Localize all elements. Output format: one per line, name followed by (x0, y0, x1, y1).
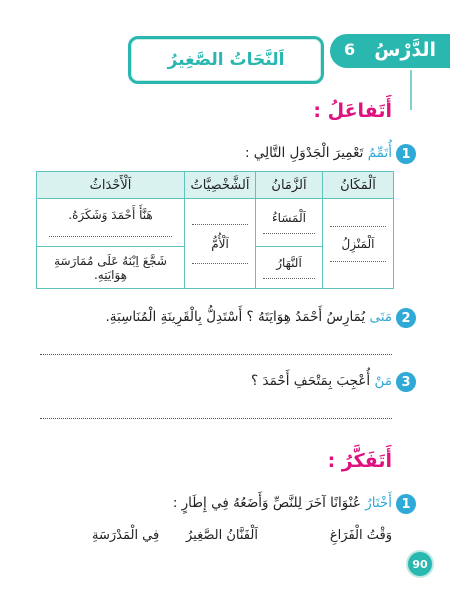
lesson-tab (330, 34, 450, 68)
title-choice[interactable]: فِي الْمَدْرَسَةِ (92, 528, 160, 543)
time-value: اَلنَّهَارُ (276, 256, 302, 270)
table-header-row (37, 172, 394, 199)
time-value: اَلْمَسَاءُ (272, 211, 306, 225)
page-number: 90 (408, 552, 432, 576)
question-think-1-text (173, 495, 392, 511)
title-choice[interactable]: وَقْتُ الْفَرَاغِ (329, 528, 392, 543)
answer-dotted-line (192, 224, 248, 225)
lesson-title: اَلنَّحَاتُ الصَّغِيرُ (167, 50, 285, 70)
table-row (37, 199, 394, 247)
question-lead-word: مَتَى (369, 309, 392, 325)
answer-line[interactable] (40, 354, 392, 355)
answer-line[interactable] (40, 418, 392, 419)
question-number-badge: 3 (396, 372, 416, 392)
answer-dotted-line (330, 226, 386, 227)
place-value: اَلْمَنْزِلُ (341, 236, 375, 251)
lesson-title-box (128, 36, 324, 84)
answer-dotted-line (192, 263, 248, 264)
section-interact-title: أَتَفاعَلُ : (313, 100, 392, 122)
answer-dotted-line (330, 261, 386, 262)
event-cell[interactable] (37, 199, 185, 247)
section-think-title: أَتَفَكَّرُ : (327, 450, 392, 472)
question-number-badge: 1 (396, 144, 416, 164)
event-value: شَجَّعَ اِبْنَهُ عَلَى مُمَارَسَةِ هِوَايَتِهِ. (54, 253, 167, 282)
question-lead-word: أَخْتَارُ (365, 495, 392, 511)
side-rule (410, 70, 412, 110)
person-value: اَلْأُمُّ (211, 236, 229, 251)
table-header-place: اَلْمَكَانُ (323, 172, 394, 199)
event-value: هَنَّأَ أَحْمَدَ وَشَكَرَهُ. (68, 208, 153, 222)
table-header-time: اَلزَّمَانُ (256, 172, 323, 199)
table-header-events: اَلْأَحْدَاثُ (37, 172, 185, 199)
question-body: عُنْوَانًا آخَرَ لِلنَّصِّ وَأَضَعُهُ فِي إِطَارٍ : (172, 495, 361, 511)
answer-dotted-line (49, 236, 172, 237)
table-header-characters: اَلشَّخْصِيَّاتُ (185, 172, 256, 199)
lesson-label: الدَّرْسُ (374, 39, 436, 61)
answer-dotted-line (263, 278, 315, 279)
place-cell[interactable] (323, 199, 394, 289)
answer-dotted-line (263, 233, 315, 234)
characters-cell[interactable] (185, 199, 256, 289)
event-cell[interactable] (37, 247, 185, 289)
question-body: يُمَارِسُ أَحْمَدُ هِوَايَتَهُ ؟ أَسْتَدِلُّ بِالْقَرِينَةِ الْمُنَاسِبَةِ. (105, 309, 366, 325)
question-lead-word: مَنْ (374, 373, 392, 389)
question-number-badge: 2 (396, 308, 416, 328)
question-number-badge: 1 (396, 494, 416, 514)
time-cell[interactable] (256, 247, 323, 289)
lesson-number: 6 (344, 40, 356, 59)
question-body: تَعْمِيرَ الْجَدْوَلِ التَّالِي : (244, 145, 364, 161)
question-lead-word: أُتَمِّمُ (367, 145, 392, 161)
time-cell[interactable] (256, 199, 323, 247)
question-3-text (251, 373, 392, 389)
question-body: أُعْجِبَ بِمَتْحَفِ أَحْمَدَ ؟ (251, 373, 371, 389)
question-2-text (106, 309, 392, 325)
title-choice[interactable]: اَلْفَنَّانُ الصَّغِيرُ (186, 528, 258, 543)
events-table (36, 171, 394, 289)
question-1-text (245, 145, 392, 161)
